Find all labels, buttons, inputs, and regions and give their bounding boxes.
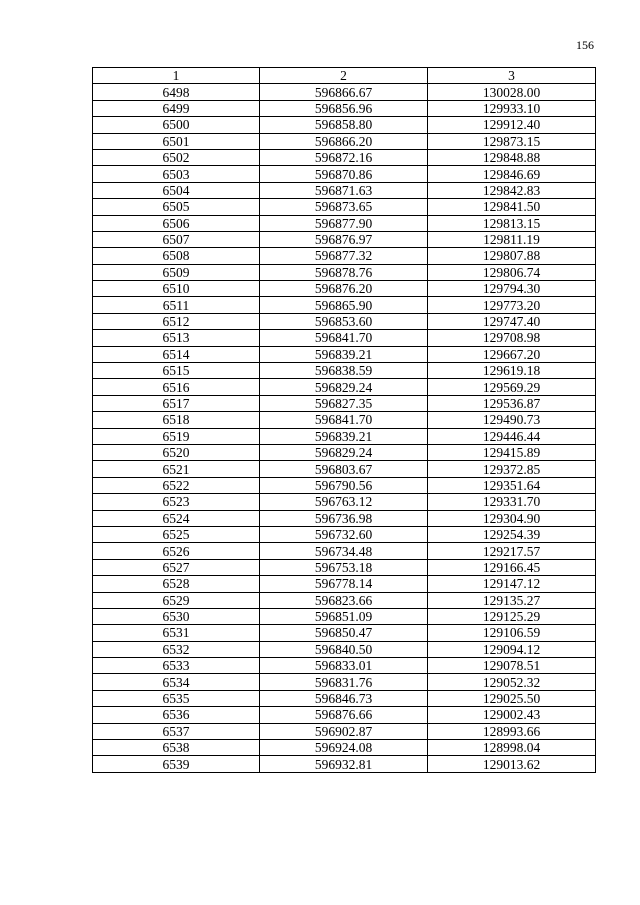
y-coordinate-cell: 128998.04: [428, 740, 596, 756]
y-coordinate-cell: 129304.90: [428, 510, 596, 526]
y-coordinate-cell: 130028.00: [428, 84, 596, 100]
x-coordinate-cell: 596870.86: [260, 166, 428, 182]
x-coordinate-cell: 596865.90: [260, 297, 428, 313]
table-row: [93, 313, 596, 329]
table-row: [93, 199, 596, 215]
y-coordinate-cell: 129351.64: [428, 477, 596, 493]
y-coordinate-cell: 129846.69: [428, 166, 596, 182]
y-coordinate-cell: 129806.74: [428, 264, 596, 280]
table-row: [93, 182, 596, 198]
column-header-3: 3: [428, 68, 596, 84]
y-coordinate-cell: 129773.20: [428, 297, 596, 313]
point-number-cell: 6525: [93, 526, 260, 542]
x-coordinate-cell: 596827.35: [260, 395, 428, 411]
point-number-cell: 6526: [93, 543, 260, 559]
x-coordinate-cell: 596924.08: [260, 740, 428, 756]
table-header-row: [93, 68, 596, 84]
y-coordinate-cell: 129848.88: [428, 149, 596, 165]
point-number-cell: 6518: [93, 412, 260, 428]
table-row: [93, 231, 596, 247]
y-coordinate-cell: 129811.19: [428, 231, 596, 247]
x-coordinate-cell: 596850.47: [260, 625, 428, 641]
x-coordinate-cell: 596876.97: [260, 231, 428, 247]
y-coordinate-cell: 129052.32: [428, 674, 596, 690]
y-coordinate-cell: 129536.87: [428, 395, 596, 411]
table-row: [93, 690, 596, 706]
x-coordinate-cell: 596736.98: [260, 510, 428, 526]
x-coordinate-cell: 596866.20: [260, 133, 428, 149]
x-coordinate-cell: 596841.70: [260, 412, 428, 428]
x-coordinate-cell: 596858.80: [260, 117, 428, 133]
point-number-cell: 6507: [93, 231, 260, 247]
y-coordinate-cell: 129807.88: [428, 248, 596, 264]
point-number-cell: 6514: [93, 346, 260, 362]
y-coordinate-cell: 129254.39: [428, 526, 596, 542]
point-number-cell: 6515: [93, 363, 260, 379]
x-coordinate-cell: 596877.90: [260, 215, 428, 231]
y-coordinate-cell: 129708.98: [428, 330, 596, 346]
x-coordinate-cell: 596876.66: [260, 707, 428, 723]
x-coordinate-cell: 596753.18: [260, 559, 428, 575]
x-coordinate-cell: 596840.50: [260, 641, 428, 657]
point-number-cell: 6535: [93, 690, 260, 706]
table-row: [93, 510, 596, 526]
point-number-cell: 6502: [93, 149, 260, 165]
point-number-cell: 6533: [93, 658, 260, 674]
coordinates-table-body: [93, 68, 596, 773]
x-coordinate-cell: 596831.76: [260, 674, 428, 690]
column-header-2: 2: [260, 68, 428, 84]
table-row: [93, 149, 596, 165]
point-number-cell: 6499: [93, 100, 260, 116]
y-coordinate-cell: 129025.50: [428, 690, 596, 706]
x-coordinate-cell: 596763.12: [260, 494, 428, 510]
y-coordinate-cell: 129331.70: [428, 494, 596, 510]
y-coordinate-cell: 129912.40: [428, 117, 596, 133]
point-number-cell: 6524: [93, 510, 260, 526]
point-number-cell: 6508: [93, 248, 260, 264]
x-coordinate-cell: 596876.20: [260, 281, 428, 297]
point-number-cell: 6532: [93, 641, 260, 657]
x-coordinate-cell: 596851.09: [260, 608, 428, 624]
table-row: [93, 559, 596, 575]
point-number-cell: 6503: [93, 166, 260, 182]
x-coordinate-cell: 596823.66: [260, 592, 428, 608]
point-number-cell: 6505: [93, 199, 260, 215]
y-coordinate-cell: 129794.30: [428, 281, 596, 297]
point-number-cell: 6520: [93, 444, 260, 460]
table-row: [93, 444, 596, 460]
y-coordinate-cell: 129002.43: [428, 707, 596, 723]
table-row: [93, 264, 596, 280]
table-row: [93, 100, 596, 116]
y-coordinate-cell: 129013.62: [428, 756, 596, 772]
y-coordinate-cell: 129569.29: [428, 379, 596, 395]
y-coordinate-cell: 129933.10: [428, 100, 596, 116]
x-coordinate-cell: 596839.21: [260, 346, 428, 362]
table-row: [93, 740, 596, 756]
y-coordinate-cell: 129619.18: [428, 363, 596, 379]
table-row: [93, 215, 596, 231]
table-row: [93, 133, 596, 149]
y-coordinate-cell: 129094.12: [428, 641, 596, 657]
table-row: [93, 248, 596, 264]
x-coordinate-cell: 596778.14: [260, 576, 428, 592]
table-row: [93, 592, 596, 608]
point-number-cell: 6519: [93, 428, 260, 444]
y-coordinate-cell: 129490.73: [428, 412, 596, 428]
x-coordinate-cell: 596829.24: [260, 379, 428, 395]
x-coordinate-cell: 596732.60: [260, 526, 428, 542]
x-coordinate-cell: 596829.24: [260, 444, 428, 460]
y-coordinate-cell: 129813.15: [428, 215, 596, 231]
point-number-cell: 6527: [93, 559, 260, 575]
point-number-cell: 6498: [93, 84, 260, 100]
table-row: [93, 543, 596, 559]
x-coordinate-cell: 596734.48: [260, 543, 428, 559]
point-number-cell: 6501: [93, 133, 260, 149]
table-row: [93, 281, 596, 297]
y-coordinate-cell: 128993.66: [428, 723, 596, 739]
y-coordinate-cell: 129841.50: [428, 199, 596, 215]
x-coordinate-cell: 596872.16: [260, 149, 428, 165]
point-number-cell: 6506: [93, 215, 260, 231]
table-row: [93, 723, 596, 739]
column-header-1: 1: [93, 68, 260, 84]
table-row: [93, 461, 596, 477]
x-coordinate-cell: 596877.32: [260, 248, 428, 264]
y-coordinate-cell: 129667.20: [428, 346, 596, 362]
point-number-cell: 6538: [93, 740, 260, 756]
point-number-cell: 6529: [93, 592, 260, 608]
point-number-cell: 6528: [93, 576, 260, 592]
y-coordinate-cell: 129147.12: [428, 576, 596, 592]
point-number-cell: 6517: [93, 395, 260, 411]
x-coordinate-cell: 596841.70: [260, 330, 428, 346]
page-number: 156: [576, 38, 594, 52]
table-row: [93, 641, 596, 657]
x-coordinate-cell: 596878.76: [260, 264, 428, 280]
y-coordinate-cell: 129372.85: [428, 461, 596, 477]
point-number-cell: 6537: [93, 723, 260, 739]
point-number-cell: 6521: [93, 461, 260, 477]
table-row: [93, 707, 596, 723]
table-row: [93, 756, 596, 772]
point-number-cell: 6510: [93, 281, 260, 297]
table-row: [93, 658, 596, 674]
x-coordinate-cell: 596853.60: [260, 313, 428, 329]
x-coordinate-cell: 596873.65: [260, 199, 428, 215]
y-coordinate-cell: 129446.44: [428, 428, 596, 444]
table-row: [93, 494, 596, 510]
table-row: [93, 412, 596, 428]
table-row: [93, 346, 596, 362]
table-row: [93, 576, 596, 592]
y-coordinate-cell: 129842.83: [428, 182, 596, 198]
point-number-cell: 6504: [93, 182, 260, 198]
y-coordinate-cell: 129415.89: [428, 444, 596, 460]
table-row: [93, 379, 596, 395]
x-coordinate-cell: 596803.67: [260, 461, 428, 477]
table-row: [93, 166, 596, 182]
table-row: [93, 330, 596, 346]
point-number-cell: 6531: [93, 625, 260, 641]
x-coordinate-cell: 596846.73: [260, 690, 428, 706]
point-number-cell: 6513: [93, 330, 260, 346]
coordinates-table: [92, 67, 596, 773]
point-number-cell: 6536: [93, 707, 260, 723]
point-number-cell: 6522: [93, 477, 260, 493]
y-coordinate-cell: 129217.57: [428, 543, 596, 559]
y-coordinate-cell: 129873.15: [428, 133, 596, 149]
x-coordinate-cell: 596856.96: [260, 100, 428, 116]
table-row: [93, 428, 596, 444]
y-coordinate-cell: 129106.59: [428, 625, 596, 641]
x-coordinate-cell: 596902.87: [260, 723, 428, 739]
x-coordinate-cell: 596839.21: [260, 428, 428, 444]
point-number-cell: 6530: [93, 608, 260, 624]
y-coordinate-cell: 129166.45: [428, 559, 596, 575]
x-coordinate-cell: 596871.63: [260, 182, 428, 198]
table-row: [93, 297, 596, 313]
y-coordinate-cell: 129078.51: [428, 658, 596, 674]
table-row: [93, 526, 596, 542]
point-number-cell: 6534: [93, 674, 260, 690]
point-number-cell: 6539: [93, 756, 260, 772]
y-coordinate-cell: 129135.27: [428, 592, 596, 608]
table-row: [93, 477, 596, 493]
point-number-cell: 6500: [93, 117, 260, 133]
x-coordinate-cell: 596790.56: [260, 477, 428, 493]
point-number-cell: 6523: [93, 494, 260, 510]
x-coordinate-cell: 596833.01: [260, 658, 428, 674]
table-row: [93, 674, 596, 690]
table-row: [93, 608, 596, 624]
table-row: [93, 117, 596, 133]
y-coordinate-cell: 129747.40: [428, 313, 596, 329]
table-row: [93, 84, 596, 100]
point-number-cell: 6511: [93, 297, 260, 313]
point-number-cell: 6516: [93, 379, 260, 395]
table-row: [93, 395, 596, 411]
table-row: [93, 363, 596, 379]
x-coordinate-cell: 596838.59: [260, 363, 428, 379]
y-coordinate-cell: 129125.29: [428, 608, 596, 624]
table-row: [93, 625, 596, 641]
x-coordinate-cell: 596932.81: [260, 756, 428, 772]
point-number-cell: 6512: [93, 313, 260, 329]
point-number-cell: 6509: [93, 264, 260, 280]
x-coordinate-cell: 596866.67: [260, 84, 428, 100]
